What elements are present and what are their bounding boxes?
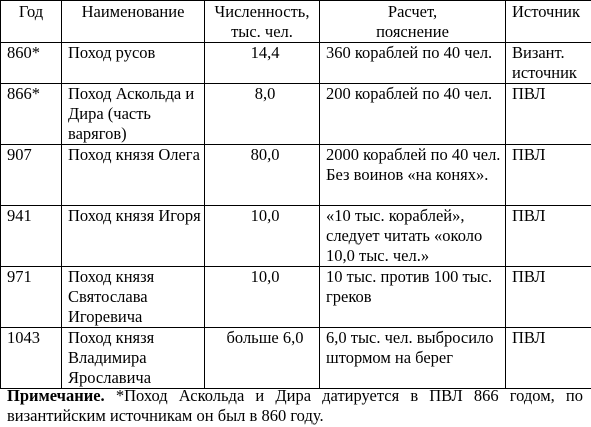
cell-count: 10,0 (205, 267, 320, 328)
cell-calc: 2000 кораблей по 40 чел. Без воинов «на конях». (320, 145, 506, 206)
header-source: Источник (506, 1, 591, 43)
cell-count: 14,4 (205, 43, 320, 84)
cell-calc: «10 тыс. кораблей», следует читать «около 10,0 тыс. чел.» (320, 206, 506, 267)
cell-count: 10,0 (205, 206, 320, 267)
cell-calc: 360 кораблей по 40 чел. (320, 43, 506, 84)
table-row (1, 145, 591, 206)
cell-name: Поход князя Владимира Ярославича (62, 328, 205, 389)
cell-year: 1043 (1, 328, 62, 389)
table-header-row (1, 1, 591, 43)
cell-source: ПВЛ (506, 145, 591, 206)
header-count (205, 1, 320, 43)
cell-calc: 6,0 тыс. чел. выбросило штормом на берег (320, 328, 506, 389)
cell-name: Поход князя Игоря (62, 206, 205, 267)
cell-source: Визант. источник (506, 43, 591, 84)
header-count-line2: тыс. чел. (231, 22, 293, 41)
header-year: Год (1, 1, 62, 43)
header-calc (320, 1, 506, 43)
cell-calc: 200 кораблей по 40 чел. (320, 84, 506, 145)
cell-name: Поход князя Олега (62, 145, 205, 206)
footnote-text: *Поход Аскольда и Дира датируется в ПВЛ 866 годом, по византийским источникам он был в 860 году. (7, 386, 583, 425)
cell-name: Поход князя Святослава Игоревича (62, 267, 205, 328)
header-name: Наименование (62, 1, 205, 43)
cell-calc: 10 тыс. против 100 тыс. греков (320, 267, 506, 328)
cell-source: ПВЛ (506, 84, 591, 145)
footnote-label: Примечание. (7, 386, 105, 405)
cell-year: 941 (1, 206, 62, 267)
cell-source: ПВЛ (506, 267, 591, 328)
cell-year: 860* (1, 43, 62, 84)
table-row (1, 267, 591, 328)
cell-count: 80,0 (205, 145, 320, 206)
table-row (1, 328, 591, 389)
header-calc-line1: Расчет, (387, 2, 438, 21)
footnote (7, 386, 583, 426)
table-row (1, 206, 591, 267)
cell-year: 866* (1, 84, 62, 145)
table-row (1, 84, 591, 145)
cell-source: ПВЛ (506, 206, 591, 267)
header-count-line1: Численность, (214, 2, 310, 21)
cell-year: 971 (1, 267, 62, 328)
header-calc-line2: пояснение (376, 22, 449, 41)
table-row (1, 43, 591, 84)
cell-count: 8,0 (205, 84, 320, 145)
cell-year: 907 (1, 145, 62, 206)
cell-source: ПВЛ (506, 328, 591, 389)
cell-name: Поход Аскольда и Дира (часть варягов) (62, 84, 205, 145)
cell-count: больше 6,0 (205, 328, 320, 389)
cell-name: Поход русов (62, 43, 205, 84)
